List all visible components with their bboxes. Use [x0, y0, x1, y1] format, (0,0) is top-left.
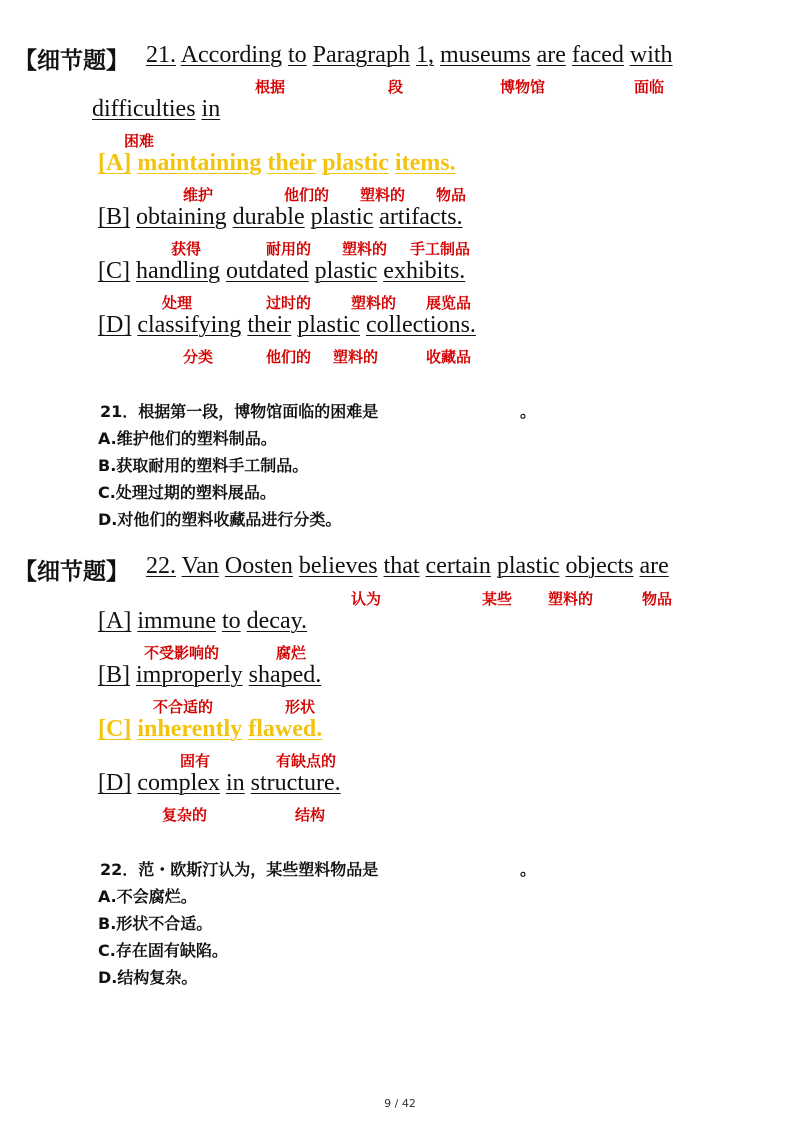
option-word: exhibits. [383, 258, 466, 284]
q22-annotation: 某些 [482, 590, 513, 608]
q21-annotation: 困难 [124, 132, 155, 150]
q21-word: in [201, 96, 221, 122]
q21-word: 1, [415, 42, 434, 68]
option-word: flawed. [248, 716, 323, 742]
q21-word: with [629, 42, 673, 68]
q21-word: to [287, 42, 307, 68]
q21-annotation: 博物馆 [500, 78, 546, 96]
q22-word: Oosten [224, 553, 293, 579]
option-word: improperly [136, 662, 243, 688]
q22-word: are [639, 553, 669, 579]
option-letter: [C] [98, 258, 130, 284]
detail-question-tag: 【细节题】 [14, 559, 129, 585]
q21-option-c [98, 258, 465, 285]
option-word: to [221, 608, 241, 634]
q21-option-c-annotation: 展览品 [426, 294, 472, 312]
option-letter: [D] [98, 770, 132, 796]
q22-translation-stem: 22．范・欧斯汀认为，某些塑料物品是 [100, 860, 379, 879]
q21-option-b-annotation: 手工制品 [410, 240, 471, 258]
q22-word: believes [298, 553, 378, 579]
option-word: handling [136, 258, 220, 284]
q22-option-b-annotation: 形状 [285, 698, 316, 716]
option-word: items. [394, 150, 456, 176]
q21-option-b-annotation: 塑料的 [342, 240, 388, 258]
q22-translation-option-a: A.不会腐烂。 [98, 887, 197, 906]
option-word: artifacts. [379, 204, 463, 230]
q21-option-c-annotation: 塑料的 [351, 294, 397, 312]
q22-option-d-annotation: 复杂的 [162, 806, 208, 824]
q22-option-c-annotation: 有缺点的 [276, 752, 337, 770]
option-word: plastic [310, 204, 374, 230]
q22-word: plastic [496, 553, 560, 579]
q22-option-d-annotation: 结构 [295, 806, 326, 824]
q22-number: 22. [146, 553, 176, 579]
q21-translation-option-d: D.对他们的塑料收藏品进行分类。 [98, 510, 342, 529]
q22-annotation: 塑料的 [548, 590, 594, 608]
option-word: durable [232, 204, 305, 230]
option-word: immune [137, 608, 216, 634]
q22-word: certain [425, 553, 491, 579]
q22-option-b-annotation: 不合适的 [153, 698, 214, 716]
detail-question-tag: 【细节题】 [14, 48, 129, 74]
q21-option-b-annotation: 获得 [171, 240, 202, 258]
q22-translation-option-c: C.存在固有缺陷。 [98, 941, 228, 960]
q21-option-d-annotation: 收藏品 [426, 348, 472, 366]
option-word: plastic [297, 312, 360, 338]
option-word: in [225, 770, 245, 796]
option-letter: [C] [98, 716, 132, 742]
option-word: collections. [365, 312, 476, 338]
q21-translation-option-c: C.处理过期的塑料展品。 [98, 483, 276, 502]
q21-option-d-annotation: 塑料的 [333, 348, 379, 366]
q21-option-b-annotation: 耐用的 [266, 240, 312, 258]
option-word: complex [137, 770, 220, 796]
q21-annotation: 面临 [634, 78, 665, 96]
q21-number: 21. [146, 42, 176, 68]
q22-option-d [98, 770, 341, 797]
q21-option-d-annotation: 他们的 [266, 348, 312, 366]
option-word: decay. [246, 608, 308, 634]
q21-option-a-annotation: 物品 [436, 186, 467, 204]
q21-option-a-annotation: 他们的 [284, 186, 330, 204]
q22-option-a-annotation: 不受影响的 [144, 644, 220, 662]
q22-annotation: 物品 [642, 590, 673, 608]
q21-translation-stem: 21．根据第一段，博物馆面临的困难是 [100, 402, 379, 421]
option-word: plastic [322, 150, 389, 176]
q21-translation-option-a: A.维护他们的塑料制品。 [98, 429, 277, 448]
q21-word: are [536, 42, 566, 68]
q21-option-d-annotation: 分类 [183, 348, 214, 366]
page-number: 9 / 42 [384, 1097, 416, 1110]
option-letter: [A] [98, 608, 132, 634]
q21-word: Paragraph [312, 42, 410, 68]
q21-annotation: 段 [388, 78, 404, 96]
q21-option-a-annotation: 维护 [183, 186, 214, 204]
q21-option-a-annotation: 塑料的 [360, 186, 406, 204]
option-letter: [B] [98, 204, 130, 230]
q22-option-a-annotation: 腐烂 [276, 644, 307, 662]
option-letter: [D] [98, 312, 132, 338]
q21-translation-blank-end: 。 [520, 402, 537, 421]
q21-word: According [180, 42, 282, 68]
q22-option-c [98, 716, 322, 743]
option-word: inherently [137, 716, 243, 742]
q22-translation-option-d: D.结构复杂。 [98, 968, 198, 987]
q22-translation-blank-end: 。 [520, 860, 537, 879]
option-letter: [B] [98, 662, 130, 688]
option-word: plastic [314, 258, 378, 284]
q21-option-c-annotation: 过时的 [266, 294, 312, 312]
q22-option-a [98, 608, 307, 635]
q22-option-c-annotation: 固有 [180, 752, 211, 770]
option-word: outdated [226, 258, 309, 284]
q22-word: objects [565, 553, 634, 579]
q22-word: that [383, 553, 420, 579]
q21-word: difficulties [92, 96, 196, 122]
q22-word: Van [181, 553, 219, 579]
q21-stem-line1 [146, 42, 673, 69]
option-word: their [267, 150, 317, 176]
q21-word: museums [439, 42, 531, 68]
option-word: classifying [137, 312, 242, 338]
q21-option-b [98, 204, 463, 231]
option-word: structure. [250, 770, 341, 796]
q22-annotation: 认为 [351, 590, 382, 608]
q21-option-d [98, 312, 476, 339]
q21-option-a [98, 150, 456, 177]
q22-stem [146, 553, 669, 580]
option-word: obtaining [136, 204, 227, 230]
option-word: their [247, 312, 292, 338]
q22-translation-option-b: B.形状不合适。 [98, 914, 213, 933]
q21-translation-option-b: B.获取耐用的塑料手工制品。 [98, 456, 309, 475]
option-word: shaped. [248, 662, 322, 688]
q22-option-b [98, 662, 321, 689]
q21-stem-line2 [92, 96, 220, 123]
q21-annotation: 根据 [255, 78, 286, 96]
option-word: maintaining [137, 150, 262, 176]
q21-word: faced [571, 42, 624, 68]
option-letter: [A] [98, 150, 132, 176]
q21-option-c-annotation: 处理 [162, 294, 193, 312]
